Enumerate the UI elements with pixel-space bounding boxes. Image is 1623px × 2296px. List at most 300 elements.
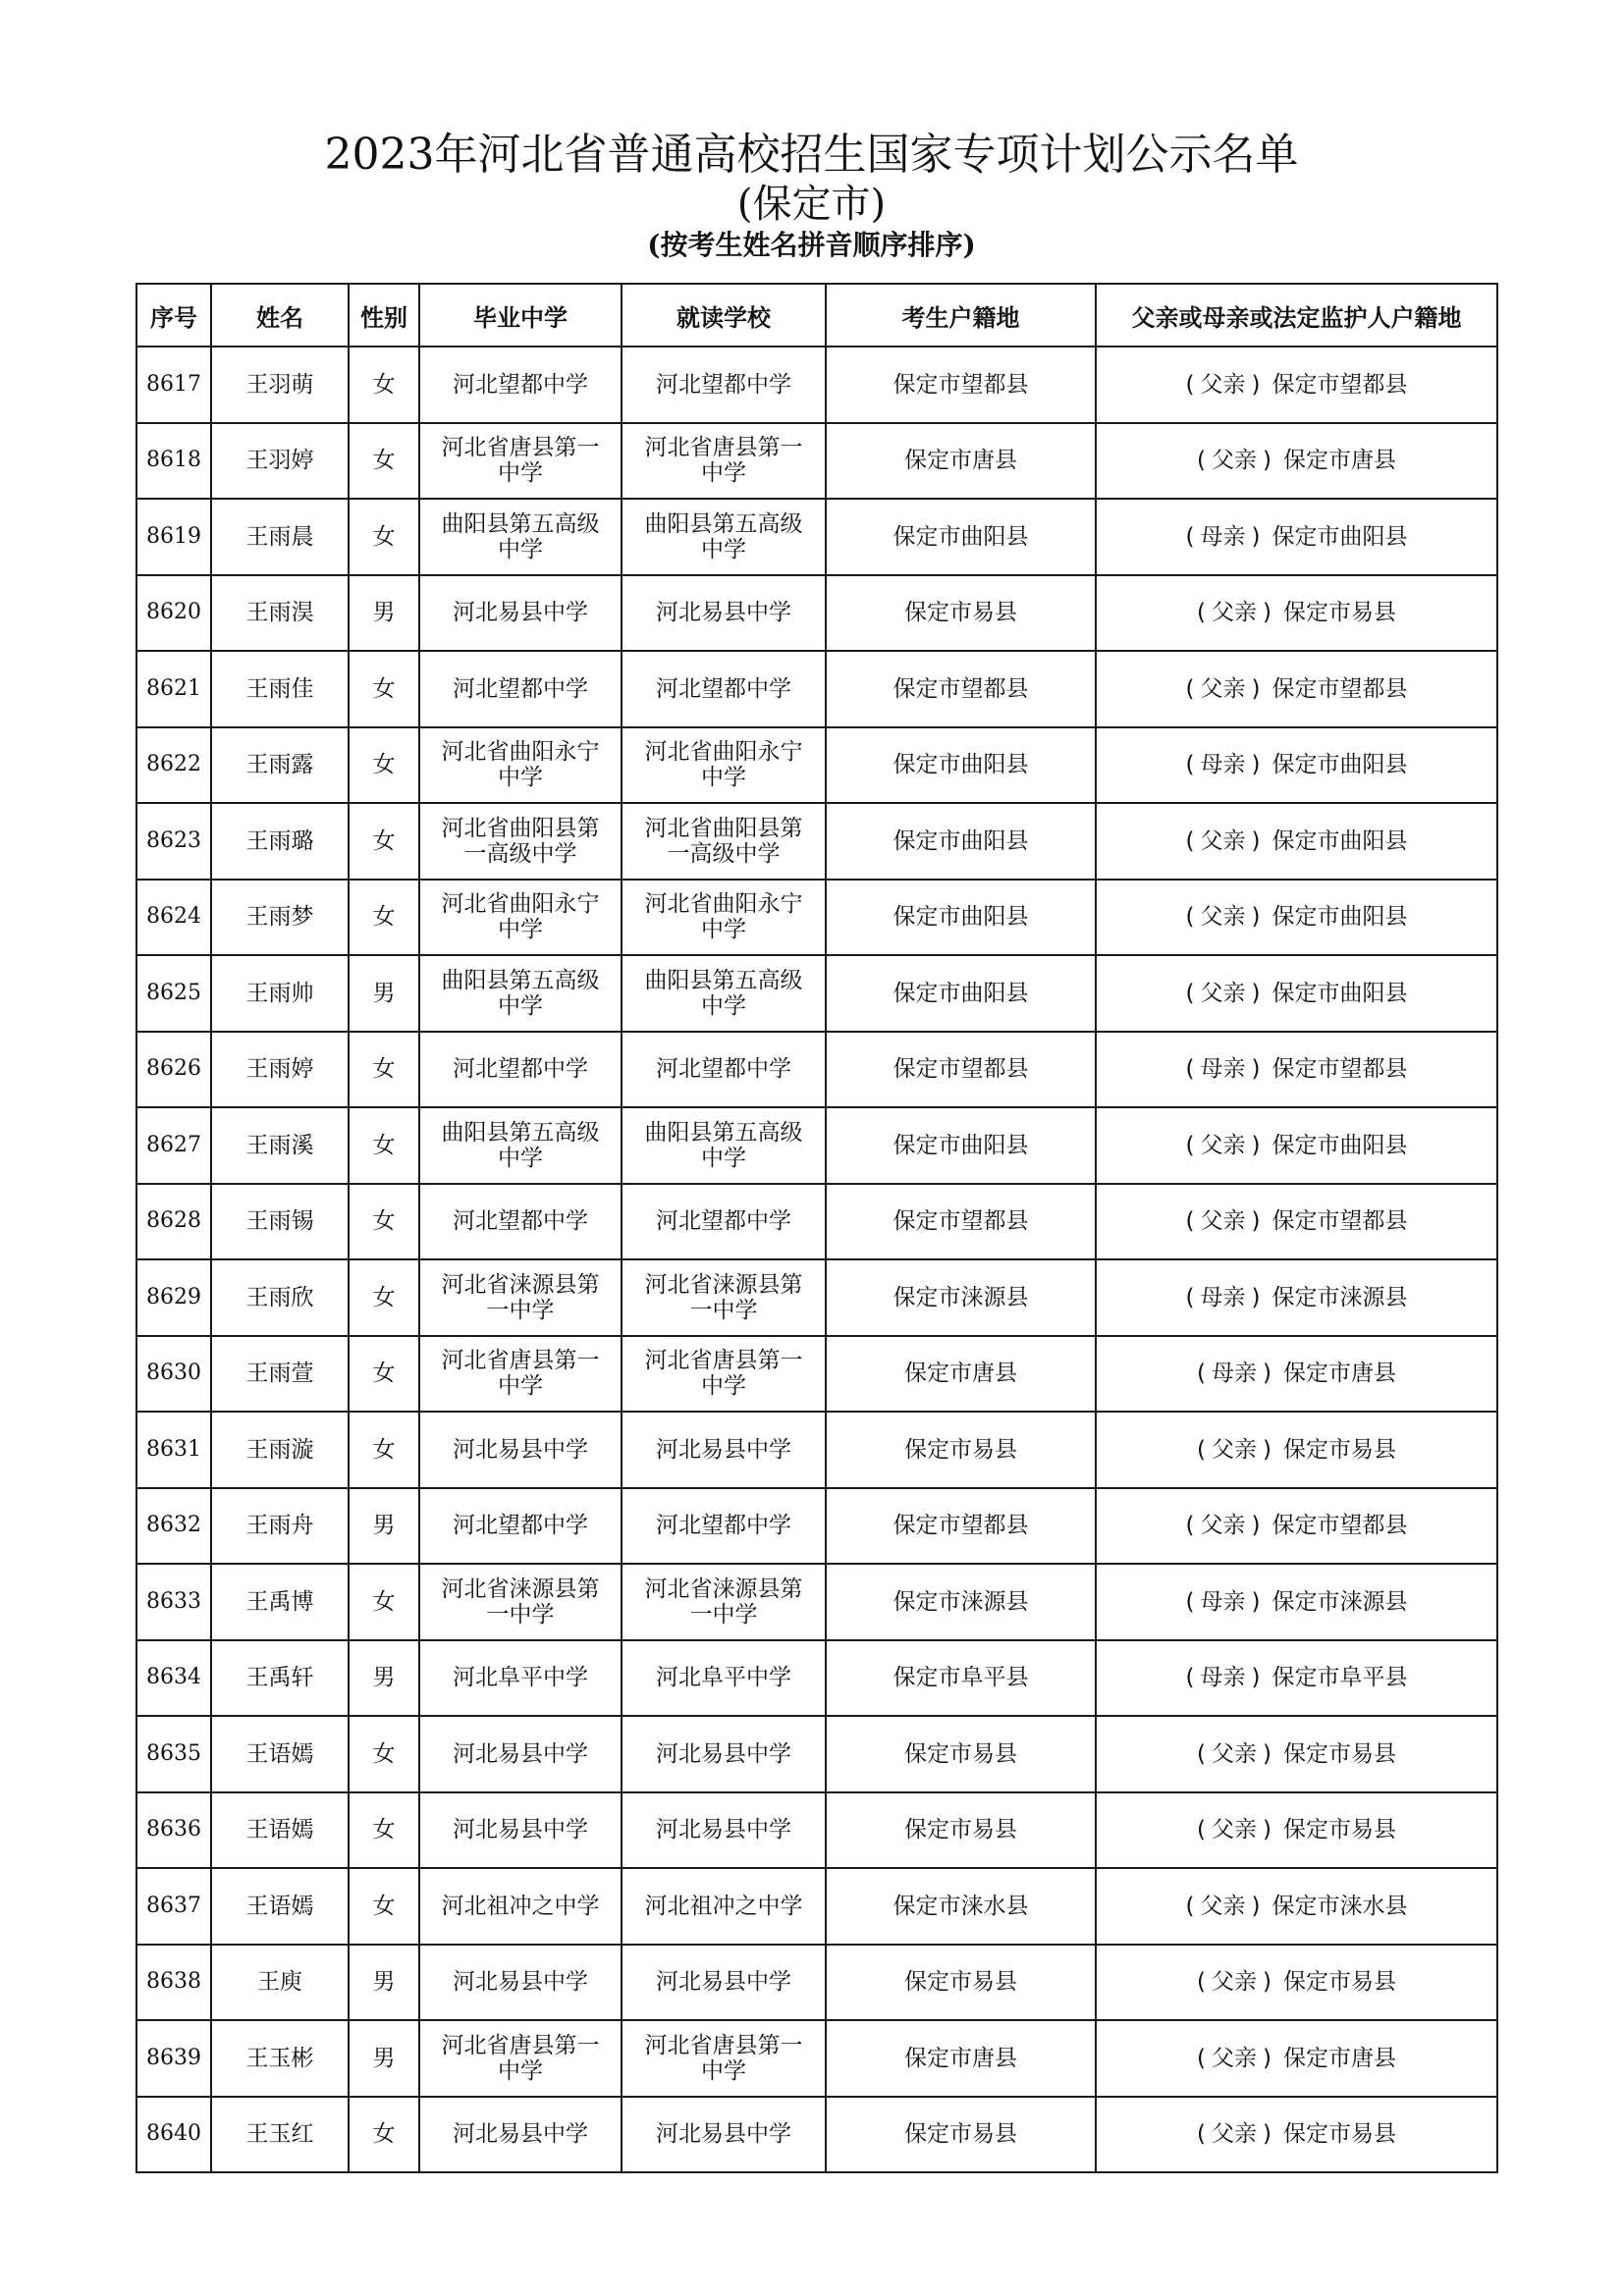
guardian-relation: 母亲 <box>1200 1284 1246 1310</box>
graduation-school-cell <box>419 1336 622 1413</box>
table-row <box>136 1868 1497 1945</box>
graduation-school-cell <box>419 1716 622 1792</box>
open-paren: ( <box>1185 1132 1195 1158</box>
current-school-cell <box>622 1640 826 1717</box>
school-name-text: 河北省曲阳永宁中学 <box>644 739 803 791</box>
school-name-text: 曲阳县第五高级中学 <box>644 967 803 1019</box>
close-paren: ) <box>1263 1436 1271 1463</box>
open-paren: ( <box>1185 828 1195 854</box>
serial-number-cell: 8636 <box>136 1792 211 1869</box>
school-name-text: 河北省涞源县第一中学 <box>644 1271 803 1323</box>
gender-cell: 女 <box>349 1412 419 1488</box>
header-cell: 姓名 <box>211 284 349 347</box>
current-school-cell <box>622 955 826 1032</box>
guardian-relation: 母亲 <box>1200 1588 1246 1615</box>
serial-number-cell: 8627 <box>136 1107 211 1184</box>
school-name-text: 河北望都中学 <box>656 1513 791 1539</box>
serial-number-cell: 8623 <box>136 803 211 880</box>
table-row <box>136 1488 1497 1565</box>
school-name-text: 河北省曲阳县第一高级中学 <box>441 815 600 867</box>
school-name-text: 曲阳县第五高级中学 <box>644 510 803 562</box>
current-school-cell <box>622 1412 826 1488</box>
guardian-residence: 保定市曲阳县 <box>1271 1132 1408 1158</box>
close-paren: ) <box>1251 1588 1261 1615</box>
guardian-residence-cell <box>1096 1336 1497 1413</box>
graduation-school-cell <box>419 575 622 652</box>
graduation-school-cell <box>419 1792 622 1869</box>
open-paren: ( <box>1197 1969 1206 1996</box>
student-residence-cell: 保定市涞水县 <box>826 1868 1096 1945</box>
current-school-cell <box>622 1945 826 2021</box>
close-paren: ) <box>1263 448 1271 474</box>
school-name-text: 河北阜平中学 <box>656 1665 791 1691</box>
guardian-residence: 保定市涞源县 <box>1271 1588 1408 1615</box>
close-paren: ) <box>1251 1665 1261 1691</box>
serial-number-cell: 8630 <box>136 1336 211 1413</box>
school-name-text: 河北省唐县第一中学 <box>441 2032 600 2084</box>
guardian-residence-cell <box>1096 1488 1497 1565</box>
guardian-relation: 父亲 <box>1200 1132 1246 1158</box>
close-paren: ) <box>1263 1817 1271 1843</box>
gender-cell: 女 <box>349 1107 419 1184</box>
guardian-residence: 保定市曲阳县 <box>1271 828 1408 854</box>
gender-cell: 女 <box>349 1184 419 1260</box>
school-name-text: 河北易县中学 <box>453 2121 588 2148</box>
school-name-text: 曲阳县第五高级中学 <box>644 1119 803 1171</box>
open-paren: ( <box>1185 752 1195 778</box>
school-name-text: 河北祖冲之中学 <box>644 1893 803 1919</box>
graduation-school-cell <box>419 1032 622 1108</box>
school-name-text: 河北易县中学 <box>656 1969 791 1996</box>
student-residence-cell: 保定市曲阳县 <box>826 803 1096 880</box>
roster-table <box>135 283 1498 2173</box>
student-residence-cell: 保定市易县 <box>826 2097 1096 2173</box>
student-residence-cell: 保定市易县 <box>826 575 1096 652</box>
school-name-text: 河北省唐县第一中学 <box>441 435 600 487</box>
guardian-relation: 父亲 <box>1200 371 1246 398</box>
guardian-residence-cell <box>1096 1640 1497 1717</box>
school-name-text: 河北易县中学 <box>453 1436 588 1463</box>
table-row <box>136 423 1497 500</box>
gender-cell: 女 <box>349 1259 419 1336</box>
table-row <box>136 1259 1497 1336</box>
open-paren: ( <box>1185 1284 1195 1310</box>
open-paren: ( <box>1197 448 1206 474</box>
student-residence-cell: 保定市曲阳县 <box>826 499 1096 575</box>
table-row <box>136 1716 1497 1792</box>
table-row <box>136 575 1497 652</box>
student-name-cell: 王雨梦 <box>211 880 349 956</box>
close-paren: ) <box>1251 980 1261 1006</box>
student-residence-cell: 保定市易县 <box>826 1716 1096 1792</box>
guardian-residence-cell <box>1096 2020 1497 2097</box>
guardian-residence-cell <box>1096 347 1497 423</box>
close-paren: ) <box>1251 828 1261 854</box>
graduation-school-cell <box>419 1259 622 1336</box>
guardian-residence-cell <box>1096 423 1497 500</box>
school-name-text: 河北易县中学 <box>453 1740 588 1767</box>
serial-number-cell: 8629 <box>136 1259 211 1336</box>
student-residence-cell: 保定市望都县 <box>826 651 1096 727</box>
student-name-cell: 王雨帅 <box>211 955 349 1032</box>
gender-cell: 男 <box>349 1640 419 1717</box>
serial-number-cell: 8640 <box>136 2097 211 2173</box>
table-row <box>136 1564 1497 1640</box>
graduation-school-cell <box>419 880 622 956</box>
current-school-cell <box>622 1716 826 1792</box>
open-paren: ( <box>1185 675 1195 702</box>
student-name-cell: 王语嫣 <box>211 1792 349 1869</box>
current-school-cell <box>622 423 826 500</box>
table-row <box>136 2020 1497 2097</box>
guardian-relation: 父亲 <box>1200 1893 1246 1919</box>
serial-number-cell: 8624 <box>136 880 211 956</box>
current-school-cell <box>622 1259 826 1336</box>
gender-cell: 男 <box>349 1945 419 2021</box>
student-name-cell: 王雨锡 <box>211 1184 349 1260</box>
current-school-cell <box>622 1868 826 1945</box>
gender-cell: 女 <box>349 1792 419 1869</box>
guardian-relation: 父亲 <box>1200 1513 1246 1539</box>
graduation-school-cell <box>419 1412 622 1488</box>
current-school-cell <box>622 499 826 575</box>
gender-cell: 女 <box>349 1032 419 1108</box>
serial-number-cell: 8633 <box>136 1564 211 1640</box>
close-paren: ) <box>1251 904 1261 931</box>
school-name-text: 河北望都中学 <box>656 1056 791 1083</box>
guardian-relation: 父亲 <box>1212 2121 1257 2148</box>
gender-cell: 女 <box>349 803 419 880</box>
student-name-cell: 王雨晨 <box>211 499 349 575</box>
open-paren: ( <box>1185 1208 1195 1235</box>
table-row <box>136 1945 1497 2021</box>
school-name-text: 河北望都中学 <box>453 1208 588 1235</box>
guardian-residence: 保定市望都县 <box>1271 371 1408 398</box>
school-name-text: 河北祖冲之中学 <box>441 1893 600 1919</box>
student-residence-cell: 保定市易县 <box>826 1792 1096 1869</box>
serial-number-cell: 8631 <box>136 1412 211 1488</box>
table-row <box>136 1107 1497 1184</box>
gender-cell: 男 <box>349 575 419 652</box>
school-name-text: 河北省涞源县第一中学 <box>441 1271 600 1323</box>
current-school-cell <box>622 2020 826 2097</box>
student-residence-cell: 保定市曲阳县 <box>826 1107 1096 1184</box>
guardian-residence: 保定市望都县 <box>1271 675 1408 702</box>
gender-cell: 女 <box>349 880 419 956</box>
close-paren: ) <box>1251 675 1261 702</box>
guardian-residence-cell <box>1096 651 1497 727</box>
guardian-residence: 保定市望都县 <box>1271 1513 1408 1539</box>
serial-number-cell: 8637 <box>136 1868 211 1945</box>
close-paren: ) <box>1251 1132 1261 1158</box>
student-name-cell: 王语嫣 <box>211 1716 349 1792</box>
student-name-cell: 王雨璐 <box>211 803 349 880</box>
student-name-cell: 王禹轩 <box>211 1640 349 1717</box>
open-paren: ( <box>1185 980 1195 1006</box>
open-paren: ( <box>1185 523 1195 550</box>
gender-cell: 女 <box>349 2097 419 2173</box>
guardian-residence-cell <box>1096 499 1497 575</box>
open-paren: ( <box>1197 1361 1206 1387</box>
table-body <box>136 347 1497 2172</box>
student-name-cell: 王雨溪 <box>211 1107 349 1184</box>
student-name-cell: 王雨露 <box>211 727 349 804</box>
table-row <box>136 880 1497 956</box>
student-residence-cell: 保定市唐县 <box>826 2020 1096 2097</box>
gender-cell: 女 <box>349 651 419 727</box>
student-name-cell: 王雨佳 <box>211 651 349 727</box>
guardian-residence-cell <box>1096 1716 1497 1792</box>
close-paren: ) <box>1251 1893 1261 1919</box>
current-school-cell <box>622 727 826 804</box>
gender-cell: 女 <box>349 347 419 423</box>
sort-note: (按考生姓名拼音顺序排序) <box>647 229 976 261</box>
gender-cell: 女 <box>349 499 419 575</box>
table-row <box>136 1412 1497 1488</box>
graduation-school-cell <box>419 727 622 804</box>
student-residence-cell: 保定市涞源县 <box>826 1564 1096 1640</box>
guardian-residence-cell <box>1096 2097 1497 2173</box>
guardian-relation: 父亲 <box>1212 1436 1257 1463</box>
serial-number-cell: 8628 <box>136 1184 211 1260</box>
close-paren: ) <box>1251 1513 1261 1539</box>
serial-number-cell: 8619 <box>136 499 211 575</box>
close-paren: ) <box>1263 2045 1271 2071</box>
school-name-text: 河北易县中学 <box>656 1740 791 1767</box>
guardian-residence: 保定市易县 <box>1282 1436 1396 1463</box>
open-paren: ( <box>1185 1588 1195 1615</box>
guardian-residence: 保定市易县 <box>1282 600 1396 626</box>
school-name-text: 河北望都中学 <box>453 371 588 398</box>
guardian-relation: 母亲 <box>1200 1056 1246 1083</box>
guardian-residence: 保定市易县 <box>1282 1969 1396 1996</box>
guardian-residence-cell <box>1096 575 1497 652</box>
school-name-text: 河北易县中学 <box>656 1817 791 1843</box>
close-paren: ) <box>1263 1361 1271 1387</box>
school-name-text: 河北省曲阳永宁中学 <box>441 739 600 791</box>
graduation-school-cell <box>419 803 622 880</box>
gender-cell: 男 <box>349 955 419 1032</box>
guardian-residence: 保定市易县 <box>1282 2121 1396 2148</box>
guardian-residence-cell <box>1096 1107 1497 1184</box>
current-school-cell <box>622 1184 826 1260</box>
serial-number-cell: 8621 <box>136 651 211 727</box>
school-name-text: 河北省唐县第一中学 <box>644 1348 803 1400</box>
graduation-school-cell <box>419 1488 622 1565</box>
current-school-cell <box>622 1488 826 1565</box>
student-residence-cell: 保定市望都县 <box>826 1488 1096 1565</box>
gender-cell: 女 <box>349 1336 419 1413</box>
serial-number-cell: 8632 <box>136 1488 211 1565</box>
gender-cell: 女 <box>349 727 419 804</box>
guardian-residence: 保定市曲阳县 <box>1271 980 1408 1006</box>
serial-number-cell: 8618 <box>136 423 211 500</box>
student-name-cell: 王语嫣 <box>211 1868 349 1945</box>
student-residence-cell: 保定市阜平县 <box>826 1640 1096 1717</box>
guardian-relation: 父亲 <box>1212 600 1257 626</box>
guardian-residence-cell <box>1096 880 1497 956</box>
header-cell: 序号 <box>136 284 211 347</box>
graduation-school-cell <box>419 955 622 1032</box>
student-residence-cell: 保定市望都县 <box>826 1032 1096 1108</box>
student-name-cell: 王禹博 <box>211 1564 349 1640</box>
open-paren: ( <box>1197 1740 1206 1767</box>
guardian-residence-cell <box>1096 1259 1497 1336</box>
graduation-school-cell <box>419 1184 622 1260</box>
guardian-residence: 保定市易县 <box>1282 1817 1396 1843</box>
graduation-school-cell <box>419 1868 622 1945</box>
student-name-cell: 王雨欣 <box>211 1259 349 1336</box>
guardian-residence: 保定市曲阳县 <box>1271 523 1408 550</box>
serial-number-cell: 8635 <box>136 1716 211 1792</box>
guardian-residence-cell <box>1096 1032 1497 1108</box>
open-paren: ( <box>1185 1513 1195 1539</box>
school-name-text: 河北阜平中学 <box>453 1665 588 1691</box>
guardian-residence: 保定市涞水县 <box>1271 1893 1408 1919</box>
student-name-cell: 王庾 <box>211 1945 349 2021</box>
graduation-school-cell <box>419 2097 622 2173</box>
open-paren: ( <box>1185 1056 1195 1083</box>
school-name-text: 河北望都中学 <box>453 1513 588 1539</box>
guardian-relation: 父亲 <box>1212 2045 1257 2071</box>
current-school-cell <box>622 575 826 652</box>
student-residence-cell: 保定市望都县 <box>826 347 1096 423</box>
school-name-text: 河北易县中学 <box>656 600 791 626</box>
serial-number-cell: 8626 <box>136 1032 211 1108</box>
guardian-relation: 父亲 <box>1212 1969 1257 1996</box>
open-paren: ( <box>1197 1436 1206 1463</box>
table-row <box>136 1336 1497 1413</box>
student-name-cell: 王雨萱 <box>211 1336 349 1413</box>
guardian-relation: 父亲 <box>1212 1740 1257 1767</box>
school-name-text: 河北易县中学 <box>453 600 588 626</box>
guardian-relation: 母亲 <box>1200 523 1246 550</box>
guardian-residence: 保定市阜平县 <box>1271 1665 1408 1691</box>
guardian-relation: 父亲 <box>1212 448 1257 474</box>
student-residence-cell: 保定市曲阳县 <box>826 955 1096 1032</box>
table-row <box>136 1032 1497 1108</box>
table-row <box>136 499 1497 575</box>
guardian-residence: 保定市曲阳县 <box>1271 904 1408 931</box>
student-residence-cell: 保定市望都县 <box>826 1184 1096 1260</box>
header-cell: 毕业中学 <box>419 284 622 347</box>
close-paren: ) <box>1263 1740 1271 1767</box>
school-name-text: 曲阳县第五高级中学 <box>441 1119 600 1171</box>
table-row <box>136 1184 1497 1260</box>
current-school-cell <box>622 880 826 956</box>
guardian-residence: 保定市涞源县 <box>1271 1284 1408 1310</box>
close-paren: ) <box>1251 1056 1261 1083</box>
open-paren: ( <box>1185 371 1195 398</box>
guardian-relation: 父亲 <box>1212 1817 1257 1843</box>
guardian-residence: 保定市望都县 <box>1271 1208 1408 1235</box>
guardian-residence: 保定市曲阳县 <box>1271 752 1408 778</box>
gender-cell: 女 <box>349 1868 419 1945</box>
current-school-cell <box>622 1564 826 1640</box>
school-name-text: 河北望都中学 <box>453 1056 588 1083</box>
open-paren: ( <box>1197 600 1206 626</box>
school-name-text: 河北省涞源县第一中学 <box>441 1575 600 1628</box>
school-name-text: 河北省唐县第一中学 <box>644 2032 803 2084</box>
table-row <box>136 347 1497 423</box>
student-name-cell: 王雨舟 <box>211 1488 349 1565</box>
gender-cell: 女 <box>349 423 419 500</box>
page-subtitle: (保定市) <box>736 182 887 227</box>
student-residence-cell: 保定市易县 <box>826 1945 1096 2021</box>
school-name-text: 河北易县中学 <box>453 1817 588 1843</box>
graduation-school-cell <box>419 1945 622 2021</box>
current-school-cell <box>622 1107 826 1184</box>
student-name-cell: 王羽婷 <box>211 423 349 500</box>
school-name-text: 河北望都中学 <box>656 371 791 398</box>
table-header-row <box>136 284 1497 347</box>
header-cell: 性别 <box>349 284 419 347</box>
school-name-text: 曲阳县第五高级中学 <box>441 967 600 1019</box>
school-name-text: 河北望都中学 <box>656 675 791 702</box>
guardian-relation: 父亲 <box>1200 1208 1246 1235</box>
student-residence-cell: 保定市曲阳县 <box>826 727 1096 804</box>
gender-cell: 男 <box>349 2020 419 2097</box>
school-name-text: 河北省涞源县第一中学 <box>644 1575 803 1628</box>
header-cell: 父亲或母亲或法定监护人户籍地 <box>1096 284 1497 347</box>
serial-number-cell: 8638 <box>136 1945 211 2021</box>
open-paren: ( <box>1185 1893 1195 1919</box>
gender-cell: 女 <box>349 1716 419 1792</box>
school-name-text: 河北望都中学 <box>656 1208 791 1235</box>
table-row <box>136 1640 1497 1717</box>
open-paren: ( <box>1185 904 1195 931</box>
guardian-residence-cell <box>1096 1412 1497 1488</box>
student-name-cell: 王雨淏 <box>211 575 349 652</box>
guardian-relation: 母亲 <box>1212 1361 1257 1387</box>
guardian-residence-cell <box>1096 1184 1497 1260</box>
guardian-residence: 保定市望都县 <box>1271 1056 1408 1083</box>
serial-number-cell: 8625 <box>136 955 211 1032</box>
guardian-relation: 父亲 <box>1200 828 1246 854</box>
school-name-text: 河北省曲阳永宁中学 <box>644 891 803 943</box>
open-paren: ( <box>1197 2045 1206 2071</box>
student-name-cell: 王雨婷 <box>211 1032 349 1108</box>
graduation-school-cell <box>419 347 622 423</box>
guardian-residence: 保定市易县 <box>1282 1740 1396 1767</box>
serial-number-cell: 8639 <box>136 2020 211 2097</box>
close-paren: ) <box>1263 1969 1271 1996</box>
student-name-cell: 王玉红 <box>211 2097 349 2173</box>
guardian-relation: 母亲 <box>1200 752 1246 778</box>
open-paren: ( <box>1185 1665 1195 1691</box>
graduation-school-cell <box>419 1107 622 1184</box>
school-name-text: 曲阳县第五高级中学 <box>441 510 600 562</box>
header-cell: 就读学校 <box>622 284 826 347</box>
graduation-school-cell <box>419 1564 622 1640</box>
guardian-relation: 父亲 <box>1200 675 1246 702</box>
school-name-text: 河北省唐县第一中学 <box>441 1348 600 1400</box>
student-residence-cell: 保定市涞源县 <box>826 1259 1096 1336</box>
current-school-cell <box>622 803 826 880</box>
guardian-residence-cell <box>1096 1945 1497 2021</box>
student-residence-cell: 保定市易县 <box>826 1412 1096 1488</box>
student-name-cell: 王玉彬 <box>211 2020 349 2097</box>
header-cell: 考生户籍地 <box>826 284 1096 347</box>
graduation-school-cell <box>419 1640 622 1717</box>
school-name-text: 河北省曲阳永宁中学 <box>441 891 600 943</box>
guardian-residence: 保定市唐县 <box>1282 448 1396 474</box>
graduation-school-cell <box>419 423 622 500</box>
close-paren: ) <box>1251 752 1261 778</box>
current-school-cell <box>622 347 826 423</box>
graduation-school-cell <box>419 499 622 575</box>
serial-number-cell: 8617 <box>136 347 211 423</box>
